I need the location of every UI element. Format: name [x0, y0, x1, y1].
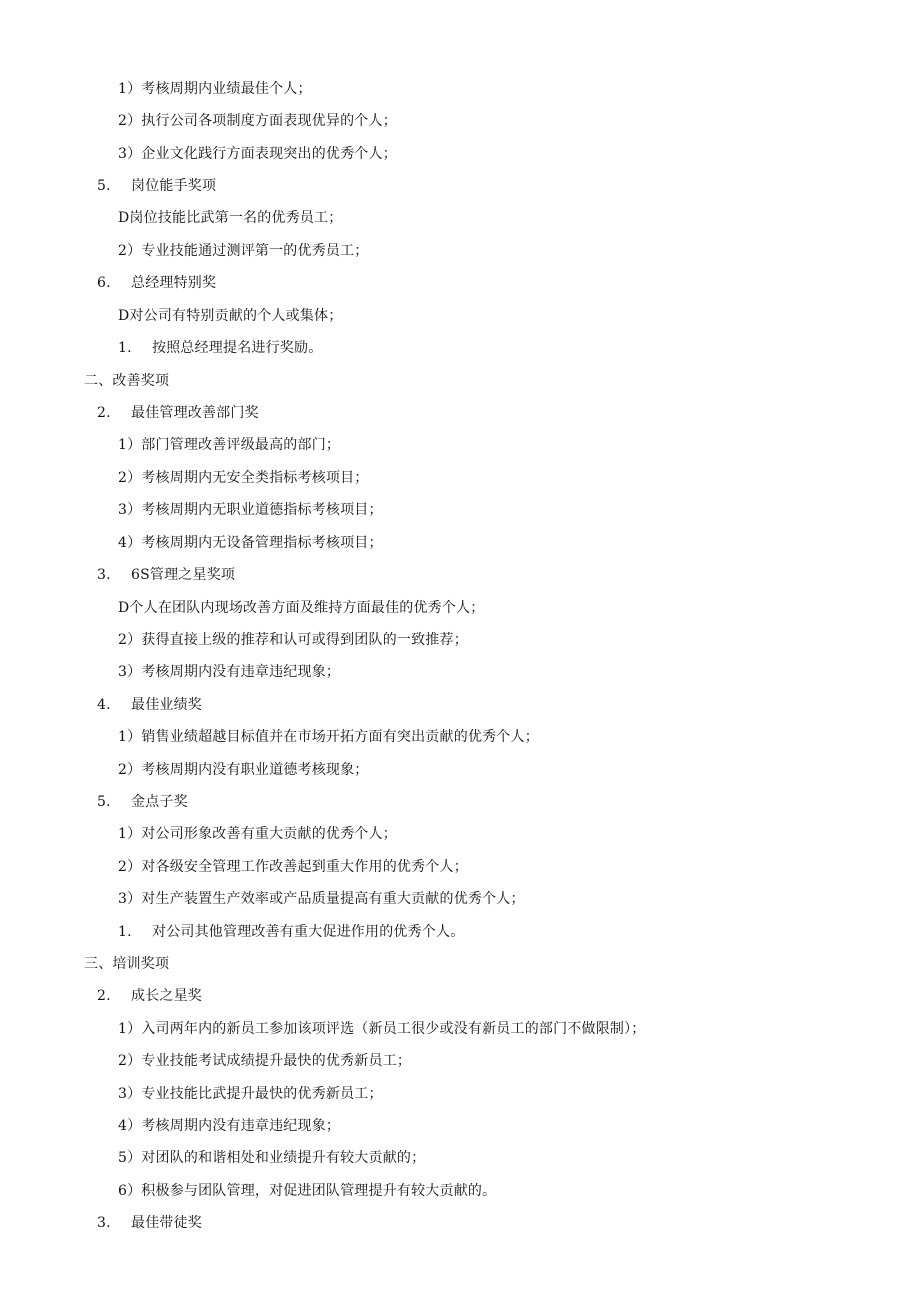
list-item-text: 2）考核周期内无安全类指标考核项目； [118, 470, 369, 486]
section-title: 三、培训奖项 [84, 956, 170, 972]
item-text: 岗位能手奖项 [131, 178, 217, 194]
item-number: 1. [118, 340, 132, 356]
item-text: 成长之星奖 [131, 988, 202, 1004]
list-item [0, 469, 369, 487]
numbered-heading [0, 696, 202, 714]
list-item-text: 1）入司两年内的新员工参加该项评选（新员工很少或没有新员工的部门不做限制）； [118, 1021, 646, 1037]
item-number: 5. [97, 178, 111, 194]
list-item-text: 5）对团队的和谐相处和业绩提升有较大贡献的； [118, 1150, 426, 1166]
list-item-text: 2）对各级安全管理工作改善起到重大作用的优秀个人； [118, 859, 468, 875]
list-item-text: 3）考核周期内无职业道德指标考核项目； [118, 502, 383, 518]
list-item [0, 825, 397, 843]
item-text: 6S管理之星奖项 [131, 567, 236, 583]
list-item [0, 663, 340, 681]
list-item-text: 2）执行公司各项制度方面表现优异的个人； [118, 113, 397, 129]
item-text: 最佳带徒奖 [131, 1215, 202, 1231]
list-item [0, 145, 397, 163]
list-item [0, 1149, 425, 1167]
list-item [0, 242, 369, 260]
list-item [0, 599, 484, 617]
section-title: 二、改善奖项 [84, 373, 170, 389]
list-item [0, 307, 342, 325]
list-item-text: 2）获得直接上级的推荐和认可或得到团队的一致推荐； [118, 632, 468, 648]
item-number: 5. [97, 794, 111, 810]
list-item [0, 631, 468, 649]
numbered-heading [0, 1214, 202, 1232]
list-item [0, 890, 525, 908]
item-number: 4. [97, 697, 111, 713]
list-item-text: 4）考核周期内无设备管理指标考核项目； [118, 535, 383, 551]
list-item [0, 858, 468, 876]
item-text: 总经理特别奖 [131, 275, 217, 291]
numbered-heading [0, 274, 216, 292]
list-item-text: 1）部门管理改善评级最高的部门； [118, 437, 341, 453]
list-item [0, 436, 340, 454]
numbered-heading [0, 566, 235, 584]
list-item-text: 1）对公司形象改善有重大贡献的优秀个人； [118, 826, 397, 842]
list-item-text: 2）专业技能考试成绩提升最快的优秀新员工； [118, 1053, 412, 1069]
item-number: 2. [97, 405, 111, 421]
list-item [0, 501, 383, 519]
list-item-text: D岗位技能比武第一名的优秀员工； [118, 210, 343, 226]
section-heading [0, 372, 169, 390]
item-number: 6. [97, 275, 111, 291]
numbered-heading [0, 404, 259, 422]
list-item [0, 761, 369, 779]
list-item [0, 1117, 340, 1135]
list-item [0, 534, 383, 552]
item-number: 3. [97, 1215, 111, 1231]
item-number: 1. [118, 924, 132, 940]
list-item-text: D个人在团队内现场改善方面及维持方面最佳的优秀个人； [118, 600, 485, 616]
list-item [0, 1085, 383, 1103]
numbered-heading [0, 793, 188, 811]
item-number: 3. [97, 567, 111, 583]
item-text: 按照总经理提名进行奖励。 [152, 340, 323, 356]
list-item-text: 6）积极参与团队管理，对促进团队管理提升有较大贡献的。 [118, 1183, 497, 1199]
numbered-heading [0, 987, 202, 1005]
list-item-text: 3）考核周期内没有违章违纪现象； [118, 664, 341, 680]
list-item [0, 1182, 496, 1200]
section-heading [0, 955, 169, 973]
list-item-text: 3）专业技能比武提升最快的优秀新员工； [118, 1086, 383, 1102]
item-text: 最佳业绩奖 [131, 697, 202, 713]
item-text: 金点子奖 [131, 794, 188, 810]
list-item [0, 1020, 646, 1038]
list-item [0, 209, 342, 227]
numbered-heading [0, 177, 216, 195]
numbered-item [0, 923, 464, 941]
item-text: 最佳管理改善部门奖 [131, 405, 259, 421]
list-item-text: 3）对生产装置生产效率或产品质量提高有重大贡献的优秀个人； [118, 891, 525, 907]
item-text: 对公司其他管理改善有重大促进作用的优秀个人。 [152, 924, 465, 940]
numbered-item [0, 339, 322, 357]
list-item-text: 2）专业技能通过测评第一的优秀员工； [118, 243, 369, 259]
item-number: 2. [97, 988, 111, 1004]
list-item [0, 80, 312, 98]
list-item-text: 4）考核周期内没有违章违纪现象； [118, 1118, 341, 1134]
list-item-text: 2）考核周期内没有职业道德考核现象； [118, 762, 369, 778]
list-item-text: 1）考核周期内业绩最佳个人； [118, 81, 312, 97]
list-item-text: 1）销售业绩超越目标值并在市场开拓方面有突出贡献的优秀个人； [118, 729, 539, 745]
list-item [0, 112, 397, 130]
list-item [0, 1052, 411, 1070]
list-item-text: 3）企业文化践行方面表现突出的优秀个人； [118, 146, 397, 162]
list-item-text: D对公司有特别贡献的个人或集体； [118, 308, 343, 324]
list-item [0, 728, 539, 746]
